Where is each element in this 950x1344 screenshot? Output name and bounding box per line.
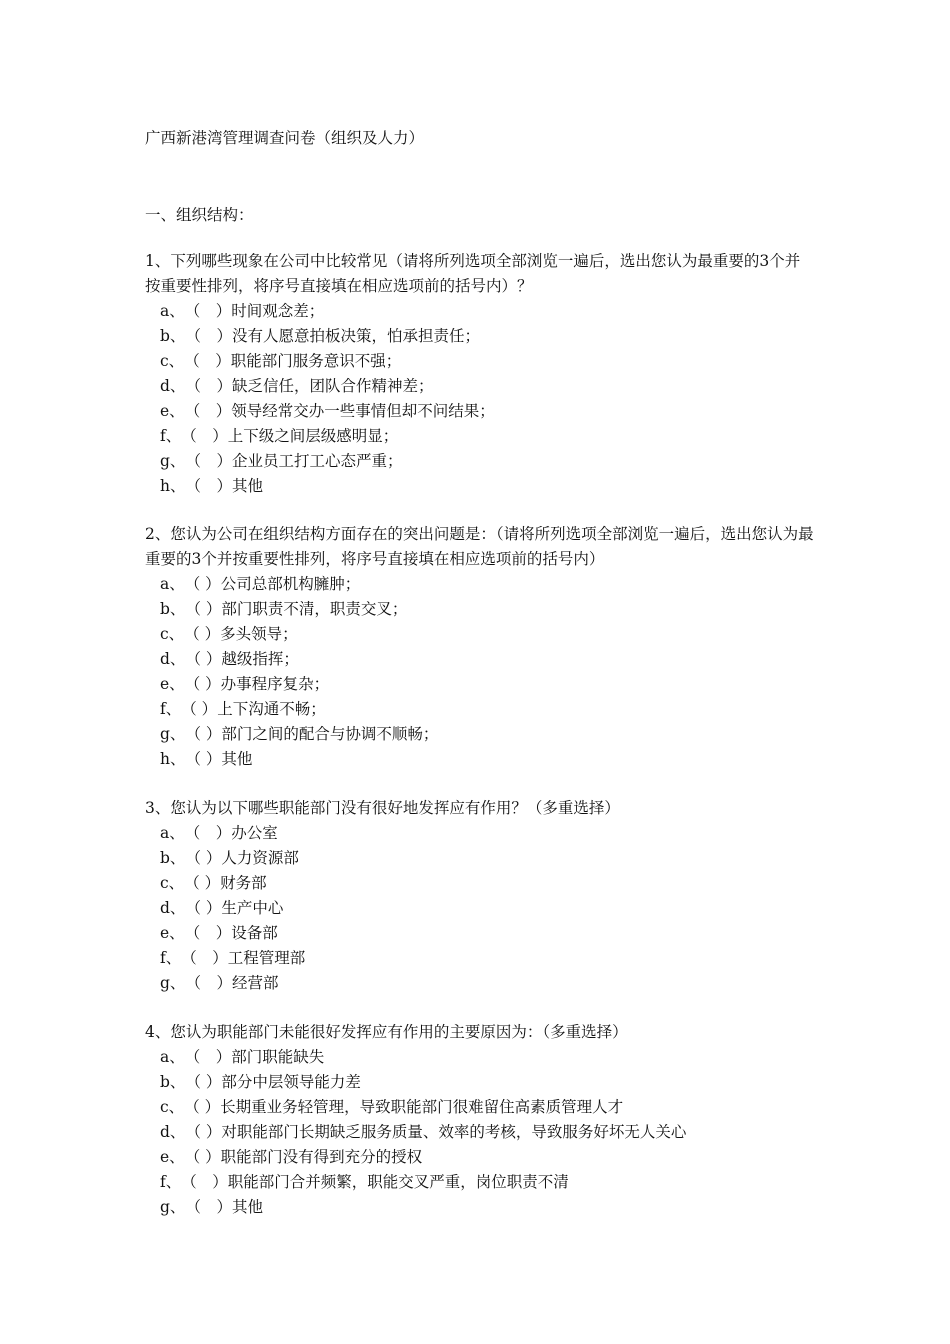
option-letter: f、 [160, 700, 182, 718]
option-item [145, 399, 815, 424]
option-letter: f、 [160, 427, 182, 445]
answer-blank[interactable]: （ ） [184, 924, 232, 942]
option-text: 缺乏信任，团队合作精神差； [231, 377, 434, 395]
option-letter: g、 [160, 974, 186, 992]
option-letter: h、 [160, 477, 186, 495]
option-item [145, 1120, 815, 1145]
option-item [145, 1070, 815, 1095]
option-letter: h、 [160, 750, 186, 768]
option-letter: c、 [160, 625, 185, 643]
answer-blank[interactable]: （ ） [185, 849, 222, 867]
option-item [145, 846, 815, 871]
option-item [145, 449, 815, 474]
answer-blank[interactable]: （ ） [184, 302, 232, 320]
option-item [145, 1045, 815, 1070]
question-text: 1、下列哪些现象在公司中比较常见（请将所列选项全部浏览一遍后，选出您认为最重要的3个并按重要性排列，将序号直接填在相应选项前的括号内）？ [145, 252, 801, 295]
option-item [145, 349, 815, 374]
option-text: 领导经常交办一些事情但却不问结果； [231, 402, 495, 420]
option-item [145, 374, 815, 399]
option-text: 上下沟通不畅； [217, 700, 326, 718]
section-heading: 一、组织结构： [145, 206, 254, 224]
option-letter: e、 [160, 675, 185, 693]
option-item [145, 747, 815, 772]
option-list [145, 1045, 815, 1220]
option-item [145, 597, 815, 622]
option-letter: f、 [160, 949, 182, 967]
option-letter: a、 [160, 302, 185, 320]
option-item [145, 871, 815, 896]
answer-blank[interactable]: （ ） [181, 427, 228, 445]
option-letter: a、 [160, 575, 185, 593]
option-item [145, 647, 815, 672]
option-item [145, 697, 815, 722]
option-item [145, 474, 815, 499]
option-item [145, 1170, 815, 1195]
option-item [145, 672, 815, 697]
option-text: 其他 [232, 477, 264, 495]
option-text: 工程管理部 [227, 949, 306, 967]
question-text: 3、您认为以下哪些职能部门没有很好地发挥应有作用？（多重选择） [145, 799, 620, 817]
option-list [145, 572, 815, 772]
option-text: 生产中心 [221, 899, 284, 917]
option-letter: g、 [160, 725, 186, 743]
answer-blank[interactable]: （ ） [184, 874, 221, 892]
question-4 [145, 1020, 815, 1220]
option-list [145, 821, 815, 996]
document-title: 广西新港湾管理调查问卷（组织及人力） [145, 129, 425, 147]
option-item [145, 1095, 815, 1120]
option-text: 财务部 [220, 874, 267, 892]
answer-blank[interactable]: （ ） [185, 1123, 222, 1141]
option-text: 其他 [221, 750, 253, 768]
option-item [145, 946, 815, 971]
answer-blank[interactable]: （ ） [185, 1073, 222, 1091]
option-text: 设备部 [231, 924, 278, 942]
option-letter: c、 [160, 874, 185, 892]
option-text: 部分中层领导能力差 [221, 1073, 361, 1091]
option-item [145, 324, 815, 349]
option-item [145, 622, 815, 647]
answer-blank[interactable]: （ ） [184, 352, 231, 370]
option-letter: e、 [160, 924, 185, 942]
answer-blank[interactable]: （ ） [184, 675, 221, 693]
option-text: 公司总部机构臃肿； [220, 575, 361, 593]
option-text: 其他 [231, 1198, 263, 1216]
option-letter: b、 [160, 1073, 186, 1091]
option-letter: d、 [160, 899, 186, 917]
answer-blank[interactable]: （ ） [185, 899, 222, 917]
answer-blank[interactable]: （ ） [184, 625, 221, 643]
option-letter: g、 [160, 1198, 186, 1216]
option-text: 人力资源部 [221, 849, 299, 867]
answer-blank[interactable]: （ ） [184, 1098, 221, 1116]
option-item [145, 921, 815, 946]
answer-blank[interactable]: （ ） [184, 1148, 221, 1166]
answer-blank[interactable]: （ ） [185, 377, 232, 395]
option-letter: b、 [160, 327, 186, 345]
option-letter: b、 [160, 600, 186, 618]
option-letter: e、 [160, 1148, 185, 1166]
option-text: 办事程序复杂； [220, 675, 330, 693]
option-text: 对职能部门长期缺乏服务质量、效率的考核，导致服务好坏无人关心 [221, 1123, 687, 1141]
question-text: 4、您认为职能部门未能很好发挥应有作用的主要原因为：（多重选择） [145, 1023, 628, 1041]
option-text: 经营部 [231, 974, 279, 992]
option-letter: e、 [160, 402, 185, 420]
answer-blank[interactable]: （ ） [185, 650, 222, 668]
option-letter: c、 [160, 1098, 185, 1116]
answer-blank[interactable]: （ ） [184, 1048, 232, 1066]
option-item [145, 299, 815, 324]
option-text: 职能部门服务意识不强； [230, 352, 402, 370]
option-item [145, 1195, 815, 1220]
option-letter: d、 [160, 650, 186, 668]
option-text: 部门职能缺失 [231, 1048, 325, 1066]
answer-blank[interactable]: （ ） [185, 327, 232, 345]
option-text: 职能部门没有得到充分的授权 [220, 1148, 423, 1166]
option-text: 企业员工打工心态严重； [231, 452, 403, 470]
option-item [145, 1145, 815, 1170]
option-letter: b、 [160, 849, 186, 867]
option-text: 时间观念差； [231, 302, 325, 320]
option-letter: d、 [160, 1123, 186, 1141]
option-text: 没有人愿意拍板决策，怕承担责任； [231, 327, 480, 345]
option-letter: a、 [160, 824, 185, 842]
option-list [145, 299, 815, 499]
option-text: 部门之间的配合与协调不顺畅； [221, 725, 439, 743]
question-3 [145, 796, 815, 996]
option-letter: a、 [160, 1048, 185, 1066]
answer-blank[interactable]: （ ） [185, 452, 232, 470]
question-1 [145, 249, 815, 499]
option-item [145, 896, 815, 921]
answer-blank[interactable]: （ ） [185, 750, 222, 768]
option-text: 长期重业务轻管理，导致职能部门很难留住高素质管理人才 [220, 1098, 624, 1116]
option-item [145, 971, 815, 996]
option-item [145, 821, 815, 846]
option-item [145, 424, 815, 449]
option-text: 多头领导； [220, 625, 298, 643]
answer-blank[interactable]: （ ） [184, 402, 232, 420]
answer-blank[interactable]: （ ） [184, 824, 232, 842]
option-text: 上下级之间层级感明显； [227, 427, 399, 445]
answer-blank[interactable]: （ ） [181, 949, 228, 967]
answer-blank[interactable]: （ ） [185, 477, 232, 495]
option-text: 部门职责不清，职责交叉； [221, 600, 408, 618]
answer-blank[interactable]: （ ） [185, 725, 222, 743]
question-text: 2、您认为公司在组织结构方面存在的突出问题是：（请将所列选项全部浏览一遍后，选出您认为最重要的3个并按重要性排列，将序号直接填在相应选项前的括号内） [145, 525, 814, 568]
option-text: 办公室 [231, 824, 278, 842]
question-2 [145, 522, 815, 772]
option-text: 越级指挥； [221, 650, 299, 668]
answer-blank[interactable]: （ ） [185, 600, 222, 618]
option-text: 职能部门合并频繁，职能交叉严重，岗位职责不清 [227, 1173, 569, 1191]
answer-blank[interactable]: （ ） [185, 974, 232, 992]
option-item [145, 572, 815, 597]
option-letter: f、 [160, 1173, 182, 1191]
answer-blank[interactable]: （ ） [184, 575, 221, 593]
option-letter: g、 [160, 452, 186, 470]
option-letter: c、 [160, 352, 185, 370]
answer-blank[interactable]: （ ） [181, 1173, 228, 1191]
option-letter: d、 [160, 377, 186, 395]
answer-blank[interactable]: （ ） [181, 700, 218, 718]
option-item [145, 722, 815, 747]
answer-blank[interactable]: （ ） [185, 1198, 232, 1216]
